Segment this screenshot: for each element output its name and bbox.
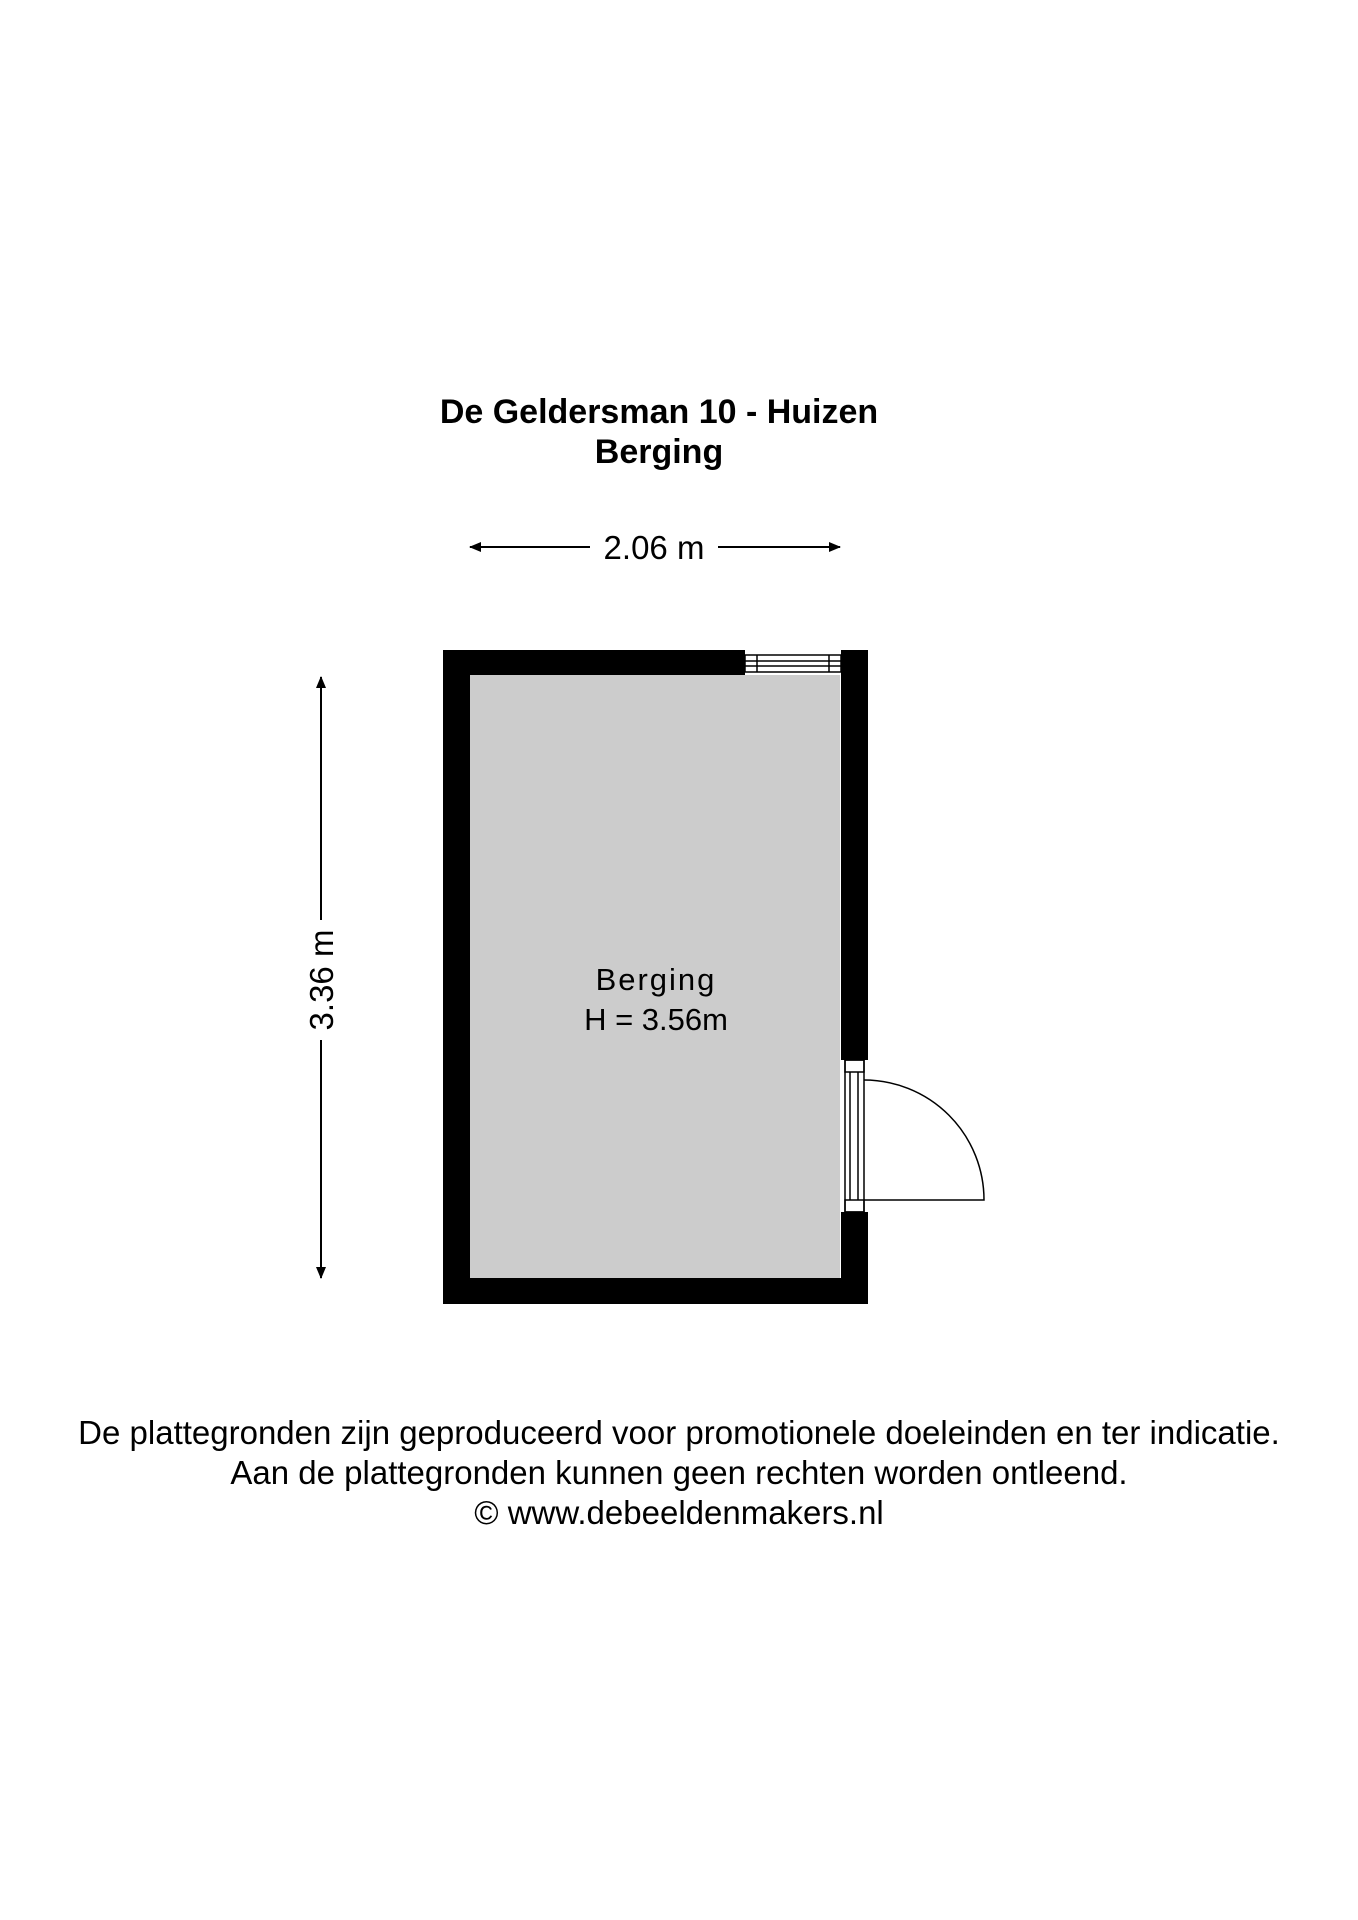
disclaimer bbox=[0, 1413, 1358, 1533]
wall-bottom bbox=[443, 1278, 868, 1304]
door bbox=[845, 1060, 984, 1212]
wall-right-upper bbox=[841, 675, 868, 1060]
window bbox=[745, 655, 841, 672]
disclaimer-line-1: De plattegronden zijn geproduceerd voor promotionele doeleinden en ter indicatie. bbox=[78, 1414, 1280, 1451]
door-swing-arc bbox=[864, 1080, 984, 1200]
wall-left bbox=[443, 650, 470, 1304]
address-title: De Geldersman 10 - Huizen bbox=[439, 393, 879, 431]
width-label: 2.06 m bbox=[603, 529, 705, 566]
depth-dimension bbox=[303, 677, 340, 1278]
depth-label: 3.36 m bbox=[303, 929, 340, 1031]
width-dimension bbox=[470, 529, 840, 566]
wall-top-left bbox=[443, 650, 745, 675]
floor-title: Berging bbox=[594, 433, 724, 471]
wall-right-lower bbox=[841, 1212, 868, 1304]
room-name-label: Berging bbox=[595, 962, 717, 997]
disclaimer-line-2: Aan de plattegronden kunnen geen rechten worden ontleend. bbox=[230, 1454, 1128, 1491]
wall-top-right-corner bbox=[841, 650, 868, 675]
door-frame bbox=[845, 1060, 864, 1212]
copyright-link: © www.debeeldenmakers.nl bbox=[474, 1494, 884, 1531]
room-height-label: H = 3.56m bbox=[584, 1002, 728, 1037]
